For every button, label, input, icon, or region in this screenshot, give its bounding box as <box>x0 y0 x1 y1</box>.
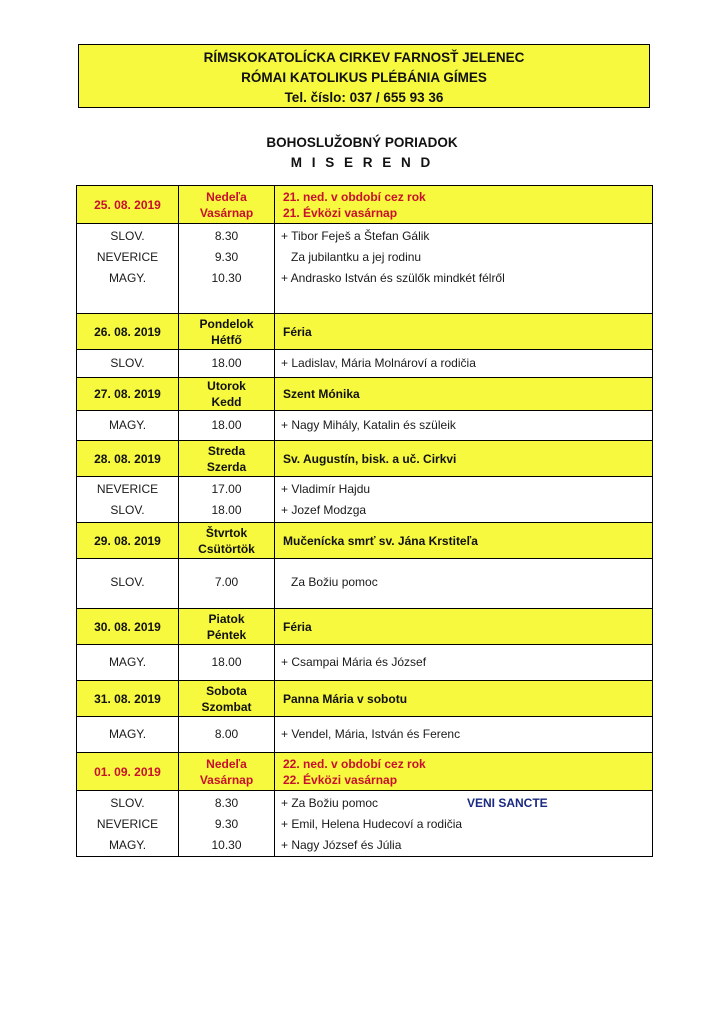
day-name <box>179 378 275 411</box>
mass-times-cell <box>179 477 275 523</box>
mass-languages-cell <box>77 645 179 681</box>
day-date: 27. 08. 2019 <box>77 378 179 411</box>
day-feast <box>275 681 653 717</box>
mass-intention <box>275 652 652 673</box>
mass-intention-text: + Nagy Mihály, Katalin és szüleik <box>281 418 456 432</box>
mass-language: NEVERICE <box>96 250 159 264</box>
mass-intention <box>275 793 652 814</box>
mass-language: NEVERICE <box>96 817 159 831</box>
day-name-hu: Vasárnap <box>199 205 254 220</box>
day-name <box>179 441 275 477</box>
feast-hu: 21. Évközi vasárnap <box>283 205 398 220</box>
mass-language: SLOV. <box>110 503 145 517</box>
mass-language: MAGY. <box>108 727 147 741</box>
day-feast <box>275 441 653 477</box>
day-date: 26. 08. 2019 <box>77 314 179 350</box>
day-name-hu: Szerda <box>206 459 247 474</box>
mass-rows <box>77 477 653 523</box>
day-date: 30. 08. 2019 <box>77 609 179 645</box>
mass-intentions-cell <box>275 791 653 857</box>
day-name-sk: Pondelok <box>199 316 254 331</box>
mass-intention <box>275 835 652 856</box>
mass-language: SLOV. <box>110 229 145 243</box>
mass-intention <box>275 415 652 436</box>
mass-time: 8.00 <box>214 727 239 741</box>
feast-sk: Féria <box>283 324 312 339</box>
day-header-row <box>77 314 653 350</box>
mass-times-cell <box>179 224 275 314</box>
mass-language: SLOV. <box>110 575 145 589</box>
parish-phone: Tel. číslo: 037 / 655 93 36 <box>284 90 444 105</box>
day-name <box>179 609 275 645</box>
mass-rows <box>77 411 653 441</box>
day-header-row <box>77 681 653 717</box>
mass-intention-text: + Vendel, Mária, István és Ferenc <box>281 727 461 741</box>
mass-intention <box>275 814 652 835</box>
day-name <box>179 314 275 350</box>
mass-time: 7.00 <box>214 575 239 589</box>
day-feast <box>275 753 653 791</box>
day-name-hu: Csütörtök <box>198 541 255 556</box>
day-feast <box>275 378 653 411</box>
mass-time: 17.00 <box>211 482 242 496</box>
mass-intention-text: + Emil, Helena Hudecoví a rodičia <box>281 817 463 831</box>
mass-times-cell <box>179 350 275 378</box>
day-header-row <box>77 186 653 224</box>
day-name-hu: Szombat <box>201 699 252 714</box>
mass-intention-text: + Jozef Modzga <box>281 503 367 517</box>
mass-intention-text: + Csampai Mária és József <box>281 655 427 669</box>
day-date: 28. 08. 2019 <box>77 441 179 477</box>
mass-time: 18.00 <box>211 356 242 370</box>
feast-sk: 21. ned. v období cez rok <box>283 189 426 204</box>
mass-intention-text: + Ladislav, Mária Molnároví a rodičia <box>281 356 476 370</box>
mass-intention <box>275 572 652 593</box>
mass-time: 10.30 <box>211 838 242 852</box>
day-header-row <box>77 441 653 477</box>
mass-intentions-cell <box>275 717 653 753</box>
mass-schedule-table <box>76 185 653 857</box>
mass-languages-cell <box>77 791 179 857</box>
mass-languages-cell <box>77 350 179 378</box>
parish-header <box>78 44 650 108</box>
mass-language: SLOV. <box>110 356 145 370</box>
day-date: 25. 08. 2019 <box>77 186 179 224</box>
mass-intention-text: Za jubilantku a jej rodinu <box>281 250 422 264</box>
mass-intention <box>275 247 652 268</box>
feast-sk: Mučenícka smrť sv. Jána Krstiteľa <box>283 533 478 548</box>
schedule-title-sk: BOHOSLUŽOBNÝ PORIADOK <box>266 135 458 150</box>
day-header-row <box>77 523 653 559</box>
day-name <box>179 681 275 717</box>
mass-intention <box>275 226 652 247</box>
feast-sk: Szent Mónika <box>283 387 360 401</box>
mass-time: 8.30 <box>214 229 239 243</box>
day-name-sk: Piatok <box>208 611 245 626</box>
day-feast <box>275 609 653 645</box>
mass-intentions-cell <box>275 559 653 609</box>
mass-rows <box>77 350 653 378</box>
day-name-sk: Sobota <box>206 683 247 698</box>
day-name-hu: Péntek <box>206 627 247 642</box>
mass-language: MAGY. <box>108 271 147 285</box>
mass-languages-cell <box>77 477 179 523</box>
day-feast <box>275 314 653 350</box>
day-name-sk: Streda <box>207 443 246 458</box>
schedule-title-hu: M I S E R E N D <box>290 155 434 170</box>
mass-rows <box>77 559 653 609</box>
mass-rows <box>77 224 653 314</box>
day-name-sk: Nedeľa <box>206 756 247 771</box>
day-feast <box>275 523 653 559</box>
mass-intentions-cell <box>275 477 653 523</box>
mass-times-cell <box>179 791 275 857</box>
mass-time: 18.00 <box>211 655 242 669</box>
day-name-sk: Nedeľa <box>206 189 247 204</box>
mass-rows <box>77 645 653 681</box>
day-feast <box>275 186 653 224</box>
day-name-sk: Utorok <box>207 379 246 393</box>
mass-time: 10.30 <box>211 271 242 285</box>
mass-intentions-cell <box>275 224 653 314</box>
day-header-row <box>77 609 653 645</box>
day-header-row <box>77 378 653 411</box>
mass-languages-cell <box>77 559 179 609</box>
mass-time: 9.30 <box>214 250 239 264</box>
feast-hu: 22. Évközi vasárnap <box>283 772 398 787</box>
mass-language: MAGY. <box>108 418 147 432</box>
mass-intentions-cell <box>275 411 653 441</box>
mass-rows <box>77 791 653 857</box>
mass-times-cell <box>179 645 275 681</box>
day-name <box>179 523 275 559</box>
day-date: 01. 09. 2019 <box>77 753 179 791</box>
mass-time: 9.30 <box>214 817 239 831</box>
mass-intention <box>275 500 652 521</box>
day-name-hu: Vasárnap <box>199 772 254 787</box>
mass-intention <box>275 353 652 374</box>
mass-intentions-cell <box>275 645 653 681</box>
mass-intention <box>275 479 652 500</box>
mass-languages-cell <box>77 717 179 753</box>
mass-intention <box>275 724 652 745</box>
mass-language: SLOV. <box>110 796 145 810</box>
feast-sk: 22. ned. v období cez rok <box>283 756 426 771</box>
day-name-sk: Štvrtok <box>205 525 248 540</box>
mass-languages-cell <box>77 411 179 441</box>
feast-sk: Féria <box>283 619 312 634</box>
parish-name-sk: RÍMSKOKATOLÍCKA CIRKEV FARNOSŤ JELENEC <box>203 50 525 65</box>
day-name-hu: Kedd <box>211 395 242 409</box>
day-date: 29. 08. 2019 <box>77 523 179 559</box>
mass-times-cell <box>179 411 275 441</box>
mass-intention-text: + Vladimír Hajdu <box>281 482 371 496</box>
mass-intentions-cell <box>275 350 653 378</box>
mass-time: 18.00 <box>211 503 242 517</box>
mass-intention-text: + Andrasko István és szülők mindkét félről <box>281 271 505 285</box>
mass-language: MAGY. <box>108 655 147 669</box>
day-name <box>179 753 275 791</box>
mass-times-cell <box>179 717 275 753</box>
mass-rows <box>77 717 653 753</box>
mass-language: MAGY. <box>108 838 147 852</box>
mass-time: 18.00 <box>211 418 242 432</box>
mass-intention-text: Za Božiu pomoc <box>281 575 378 589</box>
mass-languages-cell <box>77 224 179 314</box>
mass-intention-text: + Nagy József és Júlia <box>281 838 402 852</box>
mass-times-cell <box>179 559 275 609</box>
day-name <box>179 186 275 224</box>
mass-intention <box>275 268 652 289</box>
feast-sk: Sv. Augustín, bisk. a uč. Cirkvi <box>283 451 457 466</box>
parish-name-hu: RÓMAI KATOLIKUS PLÉBÁNIA GÍMES <box>241 70 487 85</box>
day-date: 31. 08. 2019 <box>77 681 179 717</box>
day-name-hu: Hétfő <box>211 332 242 347</box>
mass-intention-text: + Za Božiu pomoc <box>281 796 379 810</box>
day-header-row <box>77 753 653 791</box>
mass-language: NEVERICE <box>96 482 159 496</box>
mass-intention-text: + Tibor Feješ a Štefan Gálik <box>281 229 430 243</box>
mass-note: VENI SANCTE <box>467 796 548 810</box>
feast-sk: Panna Mária v sobotu <box>283 691 408 706</box>
mass-time: 8.30 <box>214 796 239 810</box>
